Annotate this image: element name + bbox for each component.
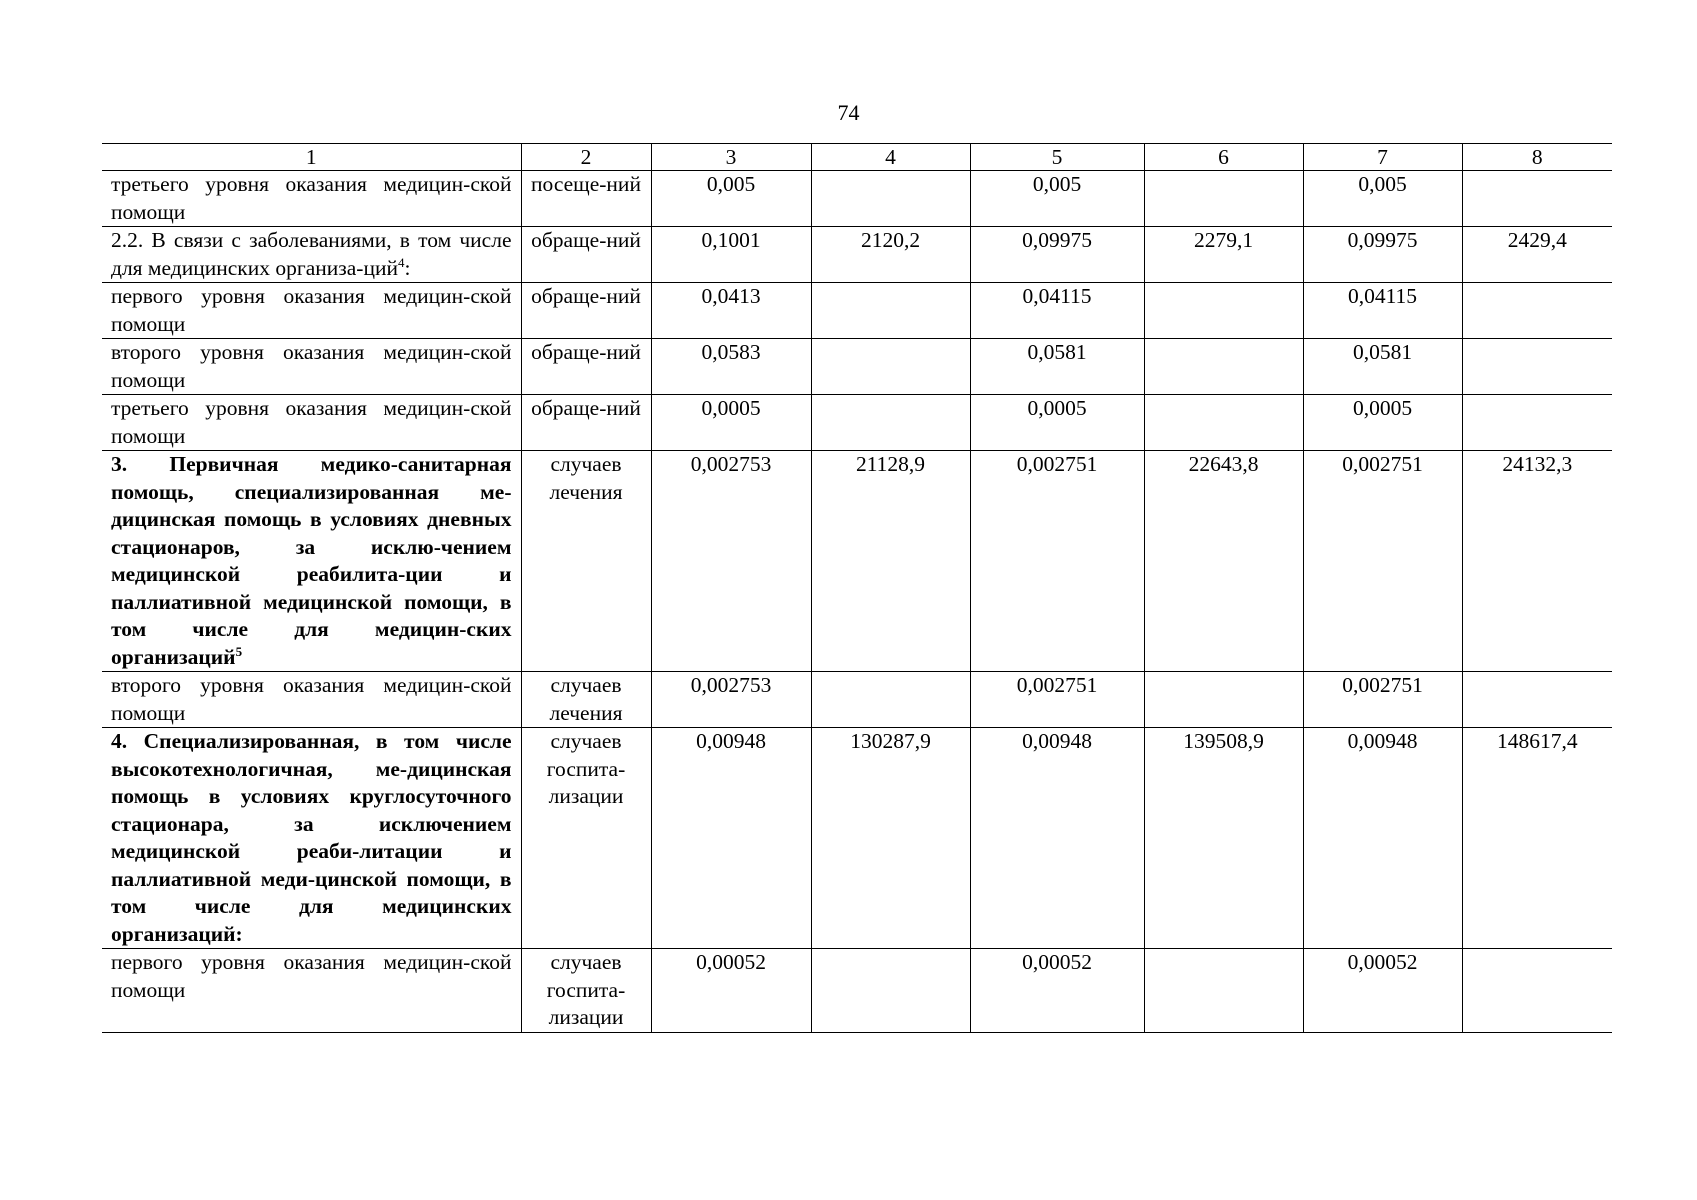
row-value-col4 — [811, 949, 970, 1033]
row-value-col8 — [1462, 949, 1612, 1033]
row-description: третьего уровня оказания медицин-ской помощи — [111, 172, 512, 224]
row-unit: обраще-ний — [521, 283, 651, 339]
row-description-cell — [102, 227, 521, 283]
table-row — [102, 171, 1612, 227]
row-value-col3: 0,005 — [651, 171, 811, 227]
row-value-col8 — [1462, 339, 1612, 395]
row-unit: случаев госпита-лизации — [521, 949, 651, 1033]
row-value-col6 — [1144, 949, 1303, 1033]
row-value-col5: 0,005 — [970, 171, 1144, 227]
row-value-col5: 0,00052 — [970, 949, 1144, 1033]
table-row — [102, 949, 1612, 1033]
row-description-cell — [102, 283, 521, 339]
row-value-col3: 0,002753 — [651, 451, 811, 672]
row-unit: обраще-ний — [521, 395, 651, 451]
row-value-col6: 139508,9 — [1144, 728, 1303, 949]
table-row — [102, 451, 1612, 672]
row-value-col8 — [1462, 395, 1612, 451]
row-description: 4. Специализированная, в том числе высокотехнологичная, ме-дицинская помощь в условиях круглосуточного стационара, за исключением медицинской реаби-литации и паллиативной меди-цинской помощи, в том числе для медицинских организаций: — [111, 729, 512, 946]
row-value-col4 — [811, 672, 970, 728]
row-value-col3: 0,0583 — [651, 339, 811, 395]
row-description-cell — [102, 728, 521, 949]
row-value-col3: 0,00948 — [651, 728, 811, 949]
header-cell: 5 — [970, 144, 1144, 171]
row-value-col3: 0,002753 — [651, 672, 811, 728]
row-value-col3: 0,1001 — [651, 227, 811, 283]
table-row — [102, 672, 1612, 728]
table-row — [102, 283, 1612, 339]
row-description: 3. Первичная медико-санитарная помощь, специализированная ме-дицинская помощь в условиях дневных стационаров, за исклю-чением медицинской реабилита-ции и паллиативной медицинской помощи, в том числе для медицин-ских организаций — [111, 452, 512, 669]
row-value-col8: 2429,4 — [1462, 227, 1612, 283]
row-value-col4 — [811, 171, 970, 227]
row-value-col7: 0,002751 — [1303, 672, 1462, 728]
row-value-col6 — [1144, 339, 1303, 395]
row-value-col8: 24132,3 — [1462, 451, 1612, 672]
row-unit: случаев лечения — [521, 672, 651, 728]
row-value-col4 — [811, 395, 970, 451]
table-row — [102, 227, 1612, 283]
row-value-col3: 0,0005 — [651, 395, 811, 451]
row-description-suffix: : — [404, 255, 411, 280]
row-description-cell — [102, 672, 521, 728]
row-description: второго уровня оказания медицин-ской помощи — [111, 673, 512, 725]
row-value-col4 — [811, 339, 970, 395]
row-description: третьего уровня оказания медицин-ской помощи — [111, 396, 512, 448]
row-value-col7: 0,002751 — [1303, 451, 1462, 672]
row-value-col7: 0,04115 — [1303, 283, 1462, 339]
row-value-col4: 130287,9 — [811, 728, 970, 949]
row-unit: посеще-ний — [521, 171, 651, 227]
row-value-col5: 0,00948 — [970, 728, 1144, 949]
row-value-col3: 0,00052 — [651, 949, 811, 1033]
row-value-col8: 148617,4 — [1462, 728, 1612, 949]
row-unit: обраще-ний — [521, 227, 651, 283]
row-value-col6 — [1144, 283, 1303, 339]
footnote-marker: 5 — [235, 643, 243, 659]
row-description-cell — [102, 949, 521, 1033]
row-value-col5: 0,002751 — [970, 451, 1144, 672]
row-description: второго уровня оказания медицин-ской помощи — [111, 340, 512, 392]
header-cell: 1 — [102, 144, 521, 171]
row-description-cell — [102, 451, 521, 672]
row-description-cell — [102, 171, 521, 227]
row-value-col6: 2279,1 — [1144, 227, 1303, 283]
table-row — [102, 395, 1612, 451]
row-value-col4: 21128,9 — [811, 451, 970, 672]
header-cell: 8 — [1462, 144, 1612, 171]
row-value-col4: 2120,2 — [811, 227, 970, 283]
header-cell: 4 — [811, 144, 970, 171]
header-cell: 2 — [521, 144, 651, 171]
row-value-col6 — [1144, 672, 1303, 728]
row-value-col5: 0,09975 — [970, 227, 1144, 283]
row-description-cell — [102, 395, 521, 451]
row-value-col5: 0,0005 — [970, 395, 1144, 451]
table-row — [102, 339, 1612, 395]
table-header-row — [102, 144, 1612, 171]
header-cell: 7 — [1303, 144, 1462, 171]
row-value-col6 — [1144, 395, 1303, 451]
row-description: первого уровня оказания медицин-ской помощи — [111, 284, 512, 336]
row-value-col5: 0,0581 — [970, 339, 1144, 395]
row-value-col7: 0,0581 — [1303, 339, 1462, 395]
row-description: 2.2. В связи с заболеваниями, в том числе для медицинских организа-ций — [111, 228, 512, 280]
row-description-cell — [102, 339, 521, 395]
page-number: 74 — [837, 100, 860, 125]
row-value-col7: 0,005 — [1303, 171, 1462, 227]
row-value-col3: 0,0413 — [651, 283, 811, 339]
row-value-col8 — [1462, 283, 1612, 339]
footnote-marker: 4 — [397, 254, 405, 270]
row-unit: случаев госпита-лизации — [521, 728, 651, 949]
row-value-col5: 0,002751 — [970, 672, 1144, 728]
row-value-col8 — [1462, 171, 1612, 227]
row-value-col6 — [1144, 171, 1303, 227]
data-table — [102, 143, 1612, 1033]
row-unit: обраще-ний — [521, 339, 651, 395]
row-value-col7: 0,0005 — [1303, 395, 1462, 451]
table-body — [102, 144, 1612, 1033]
header-cell: 3 — [651, 144, 811, 171]
row-value-col7: 0,09975 — [1303, 227, 1462, 283]
row-value-col5: 0,04115 — [970, 283, 1144, 339]
row-value-col6: 22643,8 — [1144, 451, 1303, 672]
table-row — [102, 728, 1612, 949]
header-cell: 6 — [1144, 144, 1303, 171]
row-value-col7: 0,00948 — [1303, 728, 1462, 949]
row-value-col7: 0,00052 — [1303, 949, 1462, 1033]
row-value-col8 — [1462, 672, 1612, 728]
row-value-col4 — [811, 283, 970, 339]
row-unit: случаев лечения — [521, 451, 651, 672]
row-description: первого уровня оказания медицин-ской помощи — [111, 950, 512, 1002]
